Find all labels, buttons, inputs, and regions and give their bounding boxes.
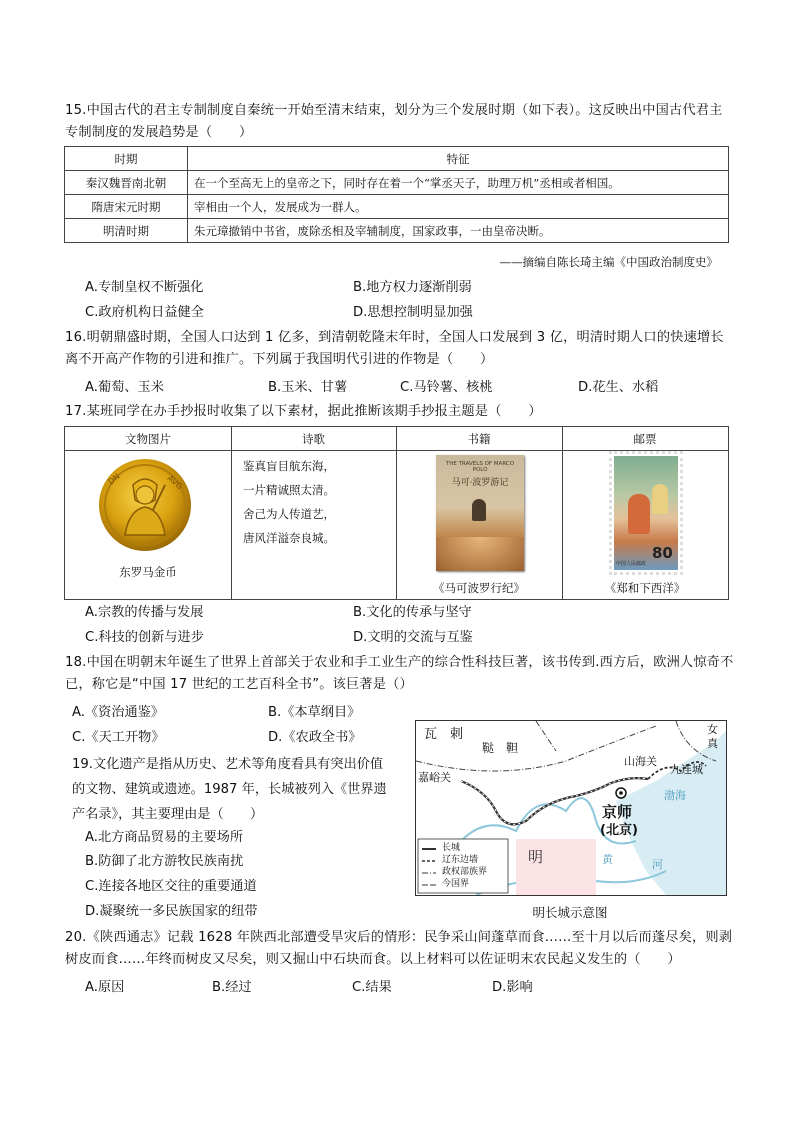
q15-source: ——摘编自陈长琦主编《中国政治制度史》	[499, 255, 718, 269]
stamp-caption: 《郑和下西洋》	[604, 581, 686, 595]
map-label-shanhaiguan: 山海关	[624, 755, 657, 768]
q18-option-d[interactable]: D.《农政全书》	[268, 730, 362, 745]
stamp-country: 中国人民邮政	[616, 561, 647, 567]
table-header: 诗歌	[302, 432, 325, 446]
q16-option-c[interactable]: C.马铃薯、核桃	[400, 380, 493, 395]
stamp-value: 80	[652, 544, 673, 562]
map-label-river1: 黄	[602, 853, 613, 866]
map-label-beijing: (北京)	[600, 823, 638, 838]
legend-item: 政权部族界	[442, 867, 488, 877]
table-header: 邮票	[633, 432, 657, 446]
table-header: 时期	[65, 147, 188, 171]
table-cell: 宰相由一个人，发展成为一群人。	[188, 195, 729, 219]
svg-text:AVG: AVG	[165, 473, 185, 492]
q18-option-a[interactable]: A.《资治通鉴》	[72, 705, 165, 720]
q18-option-c[interactable]: C.《天工开物》	[72, 730, 165, 745]
map-label-jiayuguan: 嘉峪关	[418, 771, 451, 784]
q17-option-c[interactable]: C.科技的创新与进步	[85, 630, 204, 645]
q20-option-a[interactable]: A.原因	[85, 980, 125, 995]
byzantine-gold-coin-image	[95, 455, 195, 555]
map-legend	[442, 842, 487, 890]
svg-text:DN: DN	[106, 471, 122, 487]
table-header: 书籍	[467, 432, 491, 446]
q15-option-b[interactable]: B.地方权力逐渐削弱	[353, 280, 472, 295]
map-label-wala: 瓦 剌	[424, 727, 464, 742]
q17-option-b[interactable]: B.文化的传承与坚守	[353, 605, 472, 620]
ming-great-wall-map	[415, 720, 727, 896]
map-label-nvzhen: 女真	[707, 723, 718, 750]
q19-option-a[interactable]: A.北方商品贸易的主要场所	[85, 830, 244, 845]
marco-polo-book-image	[436, 455, 524, 571]
q19-option-c[interactable]: C.连接各地区交往的重要通道	[85, 879, 257, 894]
q19-stem	[72, 752, 387, 827]
q18-stem: 18.中国在明朝末年诞生了世界上首部关于农业和手工业生产的综合性科技巨著，该书传到.西方后，欧洲人惊奇不已，称它是“中国 17 世纪的工艺百科全书”。该巨著是（）	[65, 655, 734, 692]
table-header: 文物图片	[125, 432, 171, 446]
book-title-en: THE TRAVELS OF MARCO POLO	[445, 461, 515, 473]
zheng-he-stamp-image	[609, 451, 683, 575]
q17-stem: 17.某班同学在办手抄报时收集了以下素材，据此推断该期手抄报主题是（ ）	[65, 404, 542, 419]
table-cell: 明清时期	[65, 219, 188, 243]
q16-option-a[interactable]: A.葡萄、玉米	[85, 380, 164, 395]
table-cell: 隋唐宋元时期	[65, 195, 188, 219]
q19-stem-line: 19.文化遗产是指从历史、艺术等角度看具有突出价值	[72, 757, 384, 772]
map-label-jiuliancheng: 九连城	[670, 763, 703, 776]
map-label-jingshi: 京师	[602, 803, 633, 821]
q20-option-b[interactable]: B.经过	[212, 980, 252, 995]
table-cell: 秦汉魏晋南北朝	[65, 171, 188, 195]
coin-caption: 东罗马金币	[119, 565, 177, 579]
q16-stem: 16.明朝鼎盛时期，全国人口达到 1 亿多，到清朝乾隆末年时，全国人口发展到 3 亿，明清时期人口的快速增长离不开高产作物的引进和推广。下列属于我国明代引进的作物是（ ）	[65, 330, 724, 367]
map-label-dada: 鞑 靼	[482, 741, 519, 755]
q16-option-d[interactable]: D.花生、水稻	[578, 380, 659, 395]
q20-option-d[interactable]: D.影响	[492, 980, 533, 995]
q19-stem-line: 的文物、建筑或遗迹。1987 年，长城被列入《世界遗	[72, 782, 387, 797]
table-header: 特征	[188, 147, 729, 171]
table-cell: 朱元璋撤销中书省，废除丞相及宰辅制度，国家政事，一由皇帝决断。	[188, 219, 729, 243]
q17-materials-table	[64, 426, 729, 600]
q17-option-d[interactable]: D.文明的交流与互鉴	[353, 630, 473, 645]
map-label-river2: 河	[652, 858, 663, 871]
q20-stem: 20.《陕西通志》记载 1628 年陕西北部遭受旱灾后的情形：民争采山间蓬草而食……至十月以后而蓬尽矣，则剥树皮而食……年终而树皮又尽矣，则又掘山中石块而食。以上材料可以佐证明末农民起义发生的（ ）	[65, 930, 733, 967]
map-label-ming: 明	[528, 848, 544, 866]
q19-stem-line: 产名录》，其主要理由是（ ）	[72, 807, 264, 822]
q17-option-a[interactable]: A.宗教的传播与发展	[85, 605, 204, 620]
book-caption: 《马可波罗行纪》	[433, 581, 525, 595]
poem-line: 唐风洋溢奈良城。	[243, 531, 335, 545]
poem-line: 一片精诚照太清。	[243, 483, 335, 497]
legend-item: 今国界	[442, 879, 470, 889]
map-label-sea: 渤海	[664, 789, 686, 802]
q19-option-b[interactable]: B.防御了北方游牧民族南扰	[85, 854, 244, 869]
map-caption: 明长城示意图	[532, 905, 608, 920]
poem-line: 鉴真盲目航东海，	[243, 459, 335, 473]
table-cell: 在一个至高无上的皇帝之下，同时存在着一个“掌丞天子，助理万机”丞相或者相国。	[188, 171, 729, 195]
q19-option-d[interactable]: D.凝聚统一多民族国家的纽带	[85, 904, 258, 919]
poem	[243, 454, 335, 550]
q18-option-b[interactable]: B.《本草纲目》	[268, 705, 361, 720]
q16-option-b[interactable]: B.玉米、甘薯	[268, 380, 348, 395]
q15-option-d[interactable]: D.思想控制明显加强	[353, 305, 473, 320]
legend-item: 辽东边墙	[442, 855, 479, 865]
book-title-cn: 马可·波罗游记	[451, 478, 509, 488]
q15-stem: 15.中国古代的君主专制制度自秦统一开始至清末结束，划分为三个发展时期（如下表）。这反映出中国古代君主专制制度的发展趋势是（ ）	[65, 103, 723, 140]
poem-line: 舍己为人传道艺，	[243, 507, 335, 521]
q15-table	[64, 146, 729, 243]
q15-option-c[interactable]: C.政府机构日益健全	[85, 305, 204, 320]
q20-option-c[interactable]: C.结果	[352, 980, 392, 995]
q15-option-a[interactable]: A.专制皇权不断强化	[85, 280, 204, 295]
legend-item: 长城	[442, 843, 461, 853]
